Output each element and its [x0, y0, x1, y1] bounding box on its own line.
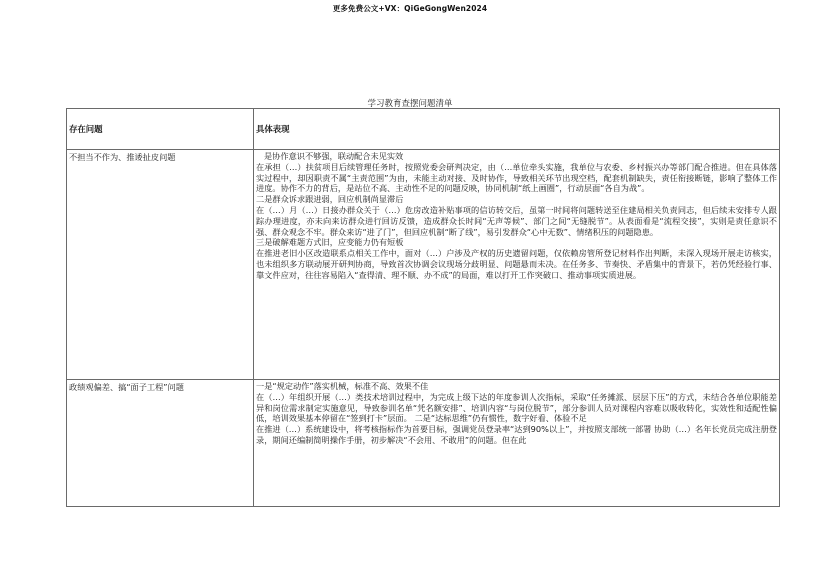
table-row [67, 150, 780, 380]
subheading: 一是“规定动作”落实机械，标准不高、效果不佳 [256, 381, 429, 391]
category-cell: 政绩观偏差、搞“面子工程”问题 [67, 380, 254, 507]
detail-paragraph: 在推进老旧小区改造联系点相关工作中，面对（…）户涉及产权的历史遗留问题，仅依赖房管所登记材料作出判断，未深入现场开展走访核实，也未组织多方联动展开研判协商，导致首次协调会议现场分歧明显、问题悬而未决。在任务多、节奏快、矛盾集中的背景下，若仍凭经验行事、靠文件应对，往往容易陷入“查得清、理不顺、办不成”的局面，难以打开工作突破口、推动事项实质进展。 [256, 248, 777, 280]
detail-paragraph: 在（…）月（…）日接办群众关于（…）危房改造补贴事项的信访转交后，虽第一时间将问题转送至住建局相关负责同志，但后续未安排专人跟踪办理进度，亦未向来访群众进行回访反馈，造成群众长时间“无声等候”、部门之间“无缝脱节”。从表面看是“流程交接”，实则是责任意识不强、群众观念不牢。群众来访“进了门”，但回应机制“断了线”，易引发群众“心中无数”、情绪积压的问题隐患。 [256, 204, 777, 237]
detail-paragraph: 在推进（…）系统建设中，将考核指标作为首要目标，强调党员登录率“达到90%以上”，并按照支部统一部署 协助（…）名年长党员完成注册登录，期间还编制简明操作手册，初步解决“不会用、不敢用”的问题。但在此 [256, 424, 777, 445]
details-cell [254, 150, 780, 380]
detail-paragraph: 在（…）年组织开展（…）类技术培训过程中，为完成上级下达的年度参训人次指标，采取“任务摊派、层层下压”的方式，未结合各单位职能差异和岗位需求制定实施意见，导致参训名单“凭名额安排”、培训内容“与岗位脱节”，部分参训人员对课程内容难以吸收转化，实效性和适配性偏低，培训效果基本停留在“签到打卡”层面。 二是“达标思维”仍有惯性，数字好看、体验不足 [256, 391, 777, 424]
subheading: 三是破解难题方式旧，应变能力仍有短板 [256, 237, 404, 248]
table-row [67, 380, 780, 507]
category-cell: 不担当不作为、推诿扯皮问题 [67, 150, 254, 380]
subheading: 是协作意识不够强，联动配合未见实效 [264, 151, 404, 161]
document-title: 学习教育查摆问题清单 [367, 99, 453, 109]
table-header-row [67, 109, 780, 150]
details-cell [254, 380, 780, 507]
subheading: 二是群众诉求跟进弱，回应机制尚显滞后 [256, 194, 404, 205]
header-details: 具体表现 [254, 109, 780, 150]
detail-paragraph: 在承担（…）扶贫项目后续管理任务时，按照党委会研判决定，由（…单位牵头实施，我单位与农委、乡村振兴办等部门配合推进。但在具体落实过程中，却因职责不属“主责范围”为由，未能主动对接、及时协作，导致相关环节出现空档，配套机制缺失，责任衔接断链，影响了整体工作进度。协作不力的背后，是站位不高、主动性不足的问题反映，协同机制“纸上画圈”，行动层面“各自为战”。 [256, 161, 777, 194]
header-note: 更多免费公文+VX：QiGeGongWen2024 [332, 4, 488, 13]
issues-table [66, 108, 780, 507]
header-category: 存在问题 [67, 109, 254, 150]
